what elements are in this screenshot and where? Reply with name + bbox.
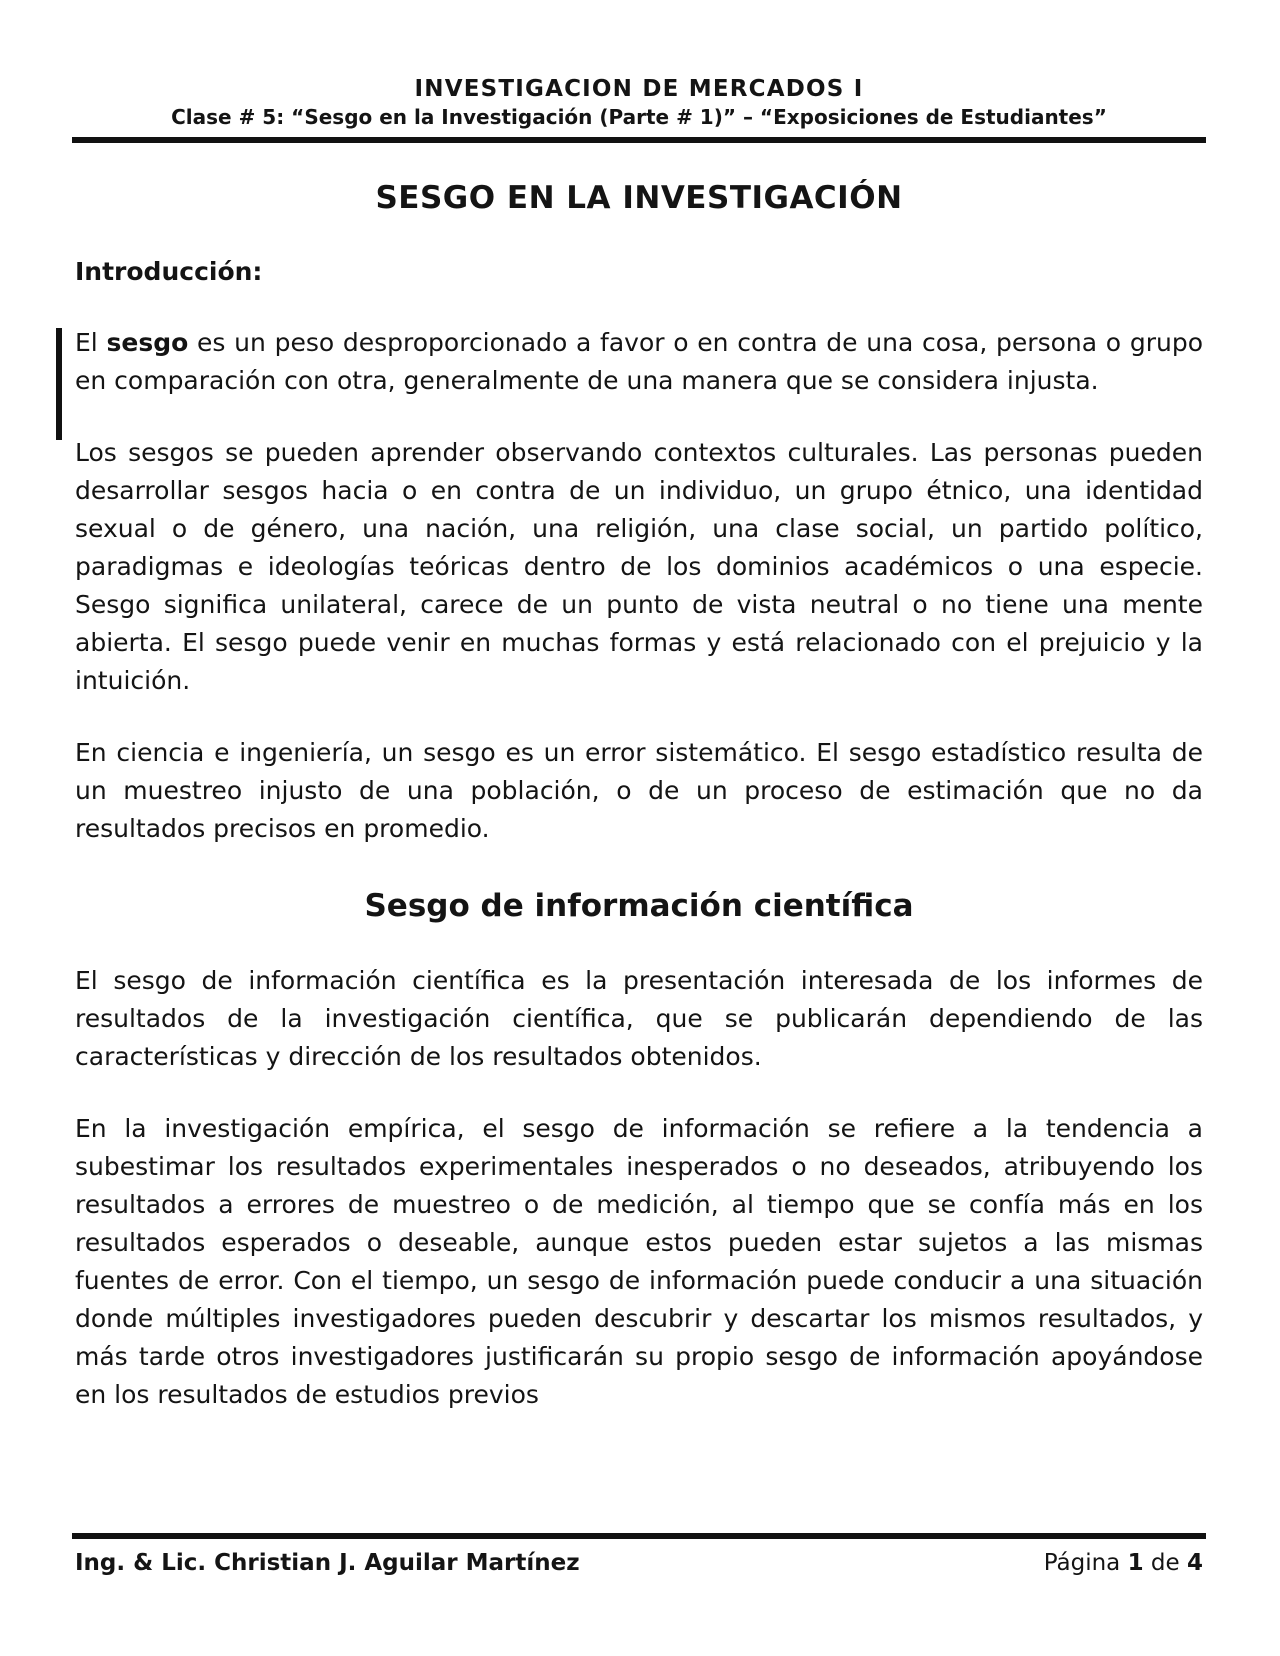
intro-paragraph-3: En ciencia e ingeniería, un sesgo es un error sistemático. El sesgo estadístico resulta de un muestreo injusto de una población, o de un proceso de estimación que no da resultados precisos en promedio. bbox=[75, 738, 1203, 843]
section-paragraph-1: El sesgo de información científica es la presentación interesada de los informes de resultados de la investigación científica, que se publicarán dependiendo de las características y dirección de los resultados obtenidos. bbox=[75, 966, 1203, 1071]
footer-rule bbox=[72, 1533, 1206, 1539]
intro-heading: Introducción: bbox=[75, 257, 263, 286]
intro-paragraph-1 bbox=[75, 324, 1203, 400]
course-title: INVESTIGACION DE MERCADOS I bbox=[414, 76, 864, 102]
main-title: SESGO EN LA INVESTIGACIÓN bbox=[375, 180, 903, 216]
page-header bbox=[72, 74, 1206, 130]
class-subtitle: Clase # 5: “Sesgo en la Investigación (Parte # 1)” – “Exposiciones de Estudiantes” bbox=[171, 105, 1107, 129]
section-paragraph-2: En la investigación empírica, el sesgo de información se refiere a la tendencia a subestimar los resultados experimentales inesperados o no deseados, atribuyendo los resultados a errores de muestreo o de medición, al tiempo que se confía más en los resultados esperados o deseable, aunque estos pueden estar sujetos a las mismas fuentes de error. Con el tiempo, un sesgo de información puede conducir a una situación donde múltiples investigadores pueden descubrir y descartar los mismos resultados, y más tarde otros investigadores justificarán su propio sesgo de información apoyándose en los resultados de estudios previos bbox=[75, 1114, 1203, 1409]
section-heading: Sesgo de información científica bbox=[364, 888, 914, 924]
page-label: Página bbox=[1043, 1550, 1121, 1576]
change-bar bbox=[56, 328, 62, 440]
document-body bbox=[75, 178, 1203, 1414]
page-total: 4 bbox=[1186, 1550, 1203, 1576]
page-current: 1 bbox=[1127, 1550, 1144, 1576]
author-name: Ing. & Lic. Christian J. Aguilar Martínez bbox=[75, 1550, 580, 1576]
page-sep: de bbox=[1150, 1550, 1180, 1576]
intro-paragraph-2: Los sesgos se pueden aprender observando contextos culturales. Las personas pueden desarrollar sesgos hacia o en contra de un individuo, un grupo étnico, una identidad sexual o de género, una nación, una religión, una clase social, un partido político, paradigmas e ideologías teóricas dentro de los dominios académicos o una especie. Sesgo significa unilateral, carece de un punto de vista neutral o no tiene una mente abierta. El sesgo puede venir en muchas formas y está relacionado con el prejuicio y la intuición. bbox=[75, 438, 1203, 695]
bold-term-sesgo: sesgo bbox=[106, 328, 189, 357]
intro-p1-lead: El bbox=[75, 328, 107, 357]
header-rule bbox=[72, 137, 1206, 143]
page-number bbox=[1044, 1548, 1203, 1578]
intro-p1-rest: es un peso desproporcionado a favor o en contra de una cosa, persona o grupo en comparación con otra, generalmente de una manera que se considera injusta. bbox=[75, 328, 1203, 395]
